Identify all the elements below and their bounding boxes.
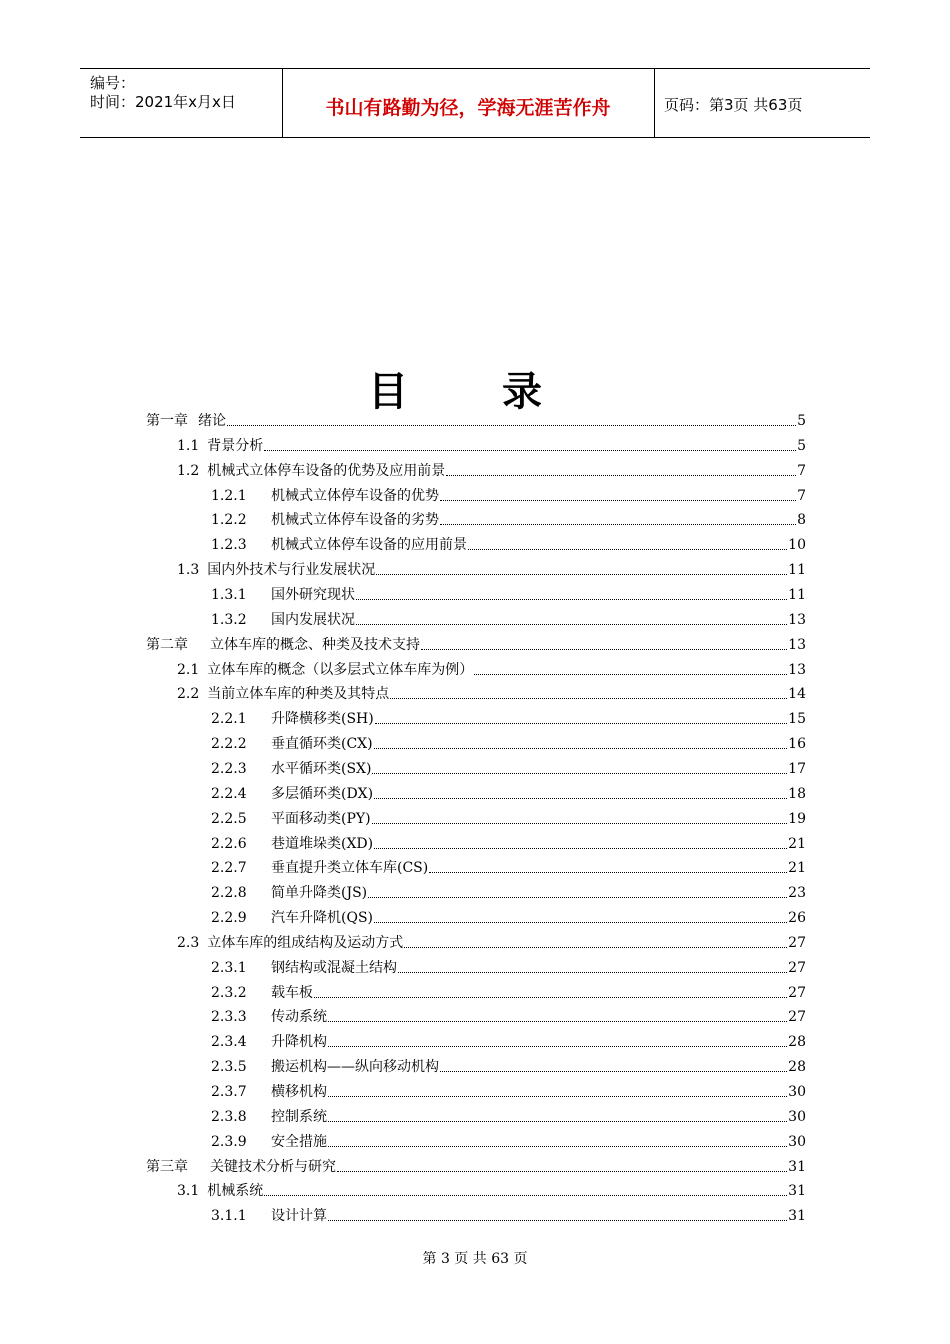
toc-entry-number: 2.3.1 — [211, 959, 247, 976]
toc-entry-page: 31 — [788, 1183, 806, 1200]
toc-entry-label — [146, 412, 226, 430]
toc-entry-label — [211, 1008, 327, 1026]
toc-entry[interactable] — [211, 882, 806, 902]
toc-entry-text: 钢结构或混凝土结构 — [271, 959, 397, 976]
toc-entry-text: 搬运机构——纵向移动机构 — [271, 1059, 439, 1076]
toc-leader-dots — [372, 823, 788, 824]
toc-entry-page: 30 — [788, 1084, 806, 1100]
toc-entry-label — [211, 536, 467, 554]
toc-entry-label — [211, 959, 397, 977]
toc-entry[interactable] — [211, 982, 806, 1002]
toc-entry-label — [211, 835, 373, 853]
toc-entry-page: 7 — [797, 487, 806, 504]
toc-entry-number: 2.3.5 — [211, 1059, 247, 1076]
toc-entry-label — [211, 1133, 327, 1151]
toc-entry-page: 10 — [788, 537, 806, 554]
toc-entry-text: 多层循环类(DX) — [271, 785, 374, 802]
toc-entry-label — [177, 462, 445, 480]
toc-entry-page: 5 — [797, 413, 806, 429]
toc-entry-text: 立体车库的概念、种类及技术支持 — [210, 636, 420, 653]
toc-entry-text: 背景分析 — [207, 437, 264, 454]
toc-entry-text: 垂直提升类立体车库(CS) — [271, 860, 429, 877]
toc-entry-page: 18 — [788, 785, 806, 802]
toc-entry-number: 第三章 — [146, 1158, 188, 1175]
toc-entry[interactable] — [211, 485, 806, 505]
toc-entry[interactable] — [211, 783, 806, 803]
toc-entry-number: 2.3.3 — [211, 1009, 247, 1026]
toc-entry[interactable] — [211, 957, 806, 977]
toc-entry-number: 2.2.1 — [211, 711, 247, 728]
toc-entry[interactable] — [211, 1006, 806, 1026]
toc-entry-text: 机械系统 — [207, 1183, 264, 1200]
date-text: 时间：2021年x月x日 — [90, 93, 236, 111]
toc-entry-page: 31 — [788, 1158, 806, 1175]
toc-entry-page: 15 — [788, 711, 806, 728]
toc-leader-dots — [264, 450, 796, 451]
toc-entry-number: 1.3.1 — [211, 587, 247, 603]
toc-leader-dots — [440, 524, 796, 525]
toc-entry[interactable] — [146, 1156, 806, 1176]
toc-entry-text: 载车板 — [271, 984, 313, 1001]
toc-leader-dots — [398, 972, 787, 973]
toc-entry-label — [211, 1207, 327, 1225]
toc-leader-dots — [328, 1220, 787, 1221]
toc-entry-number: 2.3.4 — [211, 1034, 247, 1051]
toc-entry-text: 国外研究现状 — [271, 587, 355, 603]
toc-entry-page: 13 — [788, 611, 806, 628]
toc-entry-number: 2.2.3 — [211, 760, 247, 777]
toc-leader-dots — [390, 698, 787, 699]
toc-entry-number: 1.3.2 — [211, 611, 247, 628]
toc-entry-page: 31 — [788, 1208, 806, 1225]
toc-entry-text: 立体车库的组成结构及运动方式 — [207, 934, 404, 951]
toc-entry-number: 2.2.9 — [211, 910, 247, 926]
toc-entry[interactable] — [211, 733, 806, 753]
toc-leader-dots — [374, 848, 787, 849]
toc-entry-number: 1.2.1 — [211, 487, 247, 504]
toc-entry-number: 1.1 — [177, 437, 200, 454]
toc-entry-text: 机械式立体停车设备的劣势 — [271, 512, 439, 529]
toc-entry-label — [177, 661, 473, 679]
toc-entry-page: 30 — [788, 1133, 806, 1150]
toc-entry[interactable] — [177, 559, 806, 579]
toc-entry-label — [211, 984, 313, 1002]
toc-entry-label — [146, 1158, 336, 1176]
toc-entry-label — [211, 586, 355, 604]
toc-entry-number: 3.1.1 — [211, 1208, 247, 1225]
toc-entry-text: 简单升降类(JS) — [271, 885, 368, 902]
toc-entry-text: 汽车升降机(QS) — [271, 910, 373, 926]
header-page-cell — [656, 69, 870, 137]
toc-entry[interactable] — [146, 410, 806, 430]
toc-entry[interactable] — [177, 1180, 806, 1200]
toc-entry[interactable] — [211, 609, 806, 629]
toc-entry-page: 28 — [788, 1059, 806, 1076]
toc-entry-page: 14 — [788, 686, 806, 703]
toc-entry-label — [177, 561, 375, 579]
toc-entry-label — [211, 884, 367, 902]
toc-entry-number: 2.3.2 — [211, 984, 247, 1001]
toc-entry[interactable] — [211, 758, 806, 778]
toc-entry-label — [211, 1083, 327, 1101]
toc-entry-label — [211, 1033, 327, 1051]
toc-leader-dots — [474, 674, 787, 675]
toc-entry-label — [211, 511, 439, 529]
toc-entry-number: 2.2.6 — [211, 835, 247, 852]
toc-entry-text: 机械式立体停车设备的应用前景 — [271, 537, 467, 554]
toc-entry-page: 26 — [788, 910, 806, 926]
toc-entry[interactable] — [211, 584, 806, 604]
toc-entry-text: 绪论 — [198, 413, 226, 429]
toc-entry[interactable] — [211, 1031, 806, 1051]
toc-entry-number: 1.2.2 — [211, 512, 247, 529]
toc-entry-text: 机械式立体停车设备的优势 — [271, 487, 439, 504]
toc-entry-label — [211, 611, 355, 629]
toc-entry-label — [146, 636, 420, 654]
toc-entry-text: 国内外技术与行业发展状况 — [207, 562, 376, 579]
toc-leader-dots — [328, 1021, 787, 1022]
toc-entry[interactable] — [146, 634, 806, 654]
toc-leader-dots — [372, 773, 787, 774]
toc-leader-dots — [429, 872, 787, 873]
toc-entry-number: 2.2.7 — [211, 860, 247, 877]
toc-leader-dots — [368, 897, 787, 898]
toc-entry-label — [177, 1182, 263, 1200]
page-footer: 第 3 页 共 63 页 — [422, 1251, 528, 1267]
toc-entry-text: 机械式立体停车设备的优势及应用前景 — [207, 462, 446, 479]
toc-leader-dots — [446, 475, 796, 476]
toc-entry-page: 27 — [788, 959, 806, 976]
toc-leader-dots — [376, 574, 787, 575]
toc-entry-page: 28 — [788, 1034, 806, 1051]
toc-entry-text: 当前立体车库的种类及其特点 — [207, 686, 390, 703]
toc-leader-dots — [440, 500, 796, 501]
toc-leader-dots — [374, 748, 788, 749]
toc-entry[interactable] — [211, 1131, 806, 1151]
toc-entry-page: 11 — [788, 562, 806, 579]
toc-leader-dots — [468, 549, 787, 550]
header-page-number: 页码：第3页 共63页 — [664, 96, 803, 114]
toc-entry-page: 19 — [788, 810, 806, 827]
toc-leader-dots — [421, 649, 787, 650]
toc-entry[interactable] — [211, 1106, 806, 1126]
toc-entry-number: 2.3.9 — [211, 1133, 247, 1150]
toc-entry[interactable] — [211, 534, 806, 554]
toc-entry[interactable] — [211, 708, 806, 728]
toc-entry-number: 2.2.2 — [211, 736, 247, 752]
motto: 书山有路勤为径，学海无涯苦作舟 — [325, 97, 611, 119]
toc-entry-label — [211, 1108, 327, 1126]
toc-entry-number: 1.3 — [177, 562, 200, 579]
toc-entry-number: 2.3.8 — [211, 1108, 247, 1125]
toc-entry[interactable] — [177, 460, 806, 480]
toc-entry-page: 27 — [788, 984, 806, 1001]
toc-entry-number: 2.1 — [177, 661, 200, 678]
toc-entry-page: 5 — [797, 437, 806, 454]
toc-leader-dots — [440, 1071, 787, 1072]
toc-entry-page: 16 — [788, 736, 806, 752]
toc-entry[interactable] — [211, 808, 806, 828]
toc-entry[interactable] — [211, 1056, 806, 1076]
code-label: 编号： — [90, 74, 136, 92]
toc-leader-dots — [328, 1046, 787, 1047]
toc-entry-text: 横移机构 — [271, 1084, 327, 1100]
toc-entry-number: 2.2.8 — [211, 885, 247, 902]
toc-entry-number: 2.2 — [177, 686, 200, 703]
toc-entry-number: 1.2 — [177, 462, 200, 479]
toc-leader-dots — [227, 425, 796, 426]
toc-leader-dots — [356, 624, 787, 625]
toc-entry[interactable] — [177, 932, 806, 952]
toc-entry-text: 安全措施 — [271, 1133, 327, 1150]
toc-entry-text: 国内发展状况 — [271, 611, 355, 628]
toc-leader-dots — [328, 1121, 787, 1122]
toc-leader-dots — [404, 947, 787, 948]
toc-entry-text: 关键技术分析与研究 — [210, 1158, 336, 1175]
toc-entry-page: 7 — [797, 462, 806, 479]
toc-entry-page: 21 — [788, 860, 806, 877]
toc-entry-label — [211, 810, 371, 828]
toc-entry-label — [211, 859, 428, 877]
toc-entry[interactable] — [211, 833, 806, 853]
toc-entry-label — [211, 487, 439, 505]
toc-leader-dots — [374, 798, 787, 799]
toc-leader-dots — [356, 599, 787, 600]
toc-entry-text: 水平循环类(SX) — [271, 760, 372, 777]
toc-entry-number: 1.2.3 — [211, 537, 247, 554]
toc-leader-dots — [264, 1195, 787, 1196]
toc-entry-text: 设计计算 — [271, 1208, 327, 1225]
toc-leader-dots — [375, 723, 787, 724]
toc-entry-number: 3.1 — [177, 1183, 200, 1200]
toc-entry-label — [211, 1058, 439, 1076]
toc-entry[interactable] — [211, 509, 806, 529]
toc-leader-dots — [374, 922, 787, 923]
toc-entry-page: 13 — [788, 636, 806, 653]
page-header — [80, 68, 870, 138]
toc-entry-label — [177, 685, 389, 703]
toc-entry-text: 巷道堆垛类(XD) — [271, 835, 374, 852]
header-motto-cell — [282, 69, 655, 137]
toc-entry-text: 垂直循环类(CX) — [271, 736, 373, 752]
toc-entry-page: 30 — [788, 1108, 806, 1125]
toc-entry[interactable] — [211, 1081, 806, 1101]
toc-entry-label — [211, 710, 374, 728]
toc-entry-page: 13 — [788, 661, 806, 678]
toc-entry-label — [211, 735, 373, 753]
toc-leader-dots — [328, 1096, 787, 1097]
toc-leader-dots — [314, 997, 787, 998]
toc-entry-label — [211, 785, 373, 803]
toc-leader-dots — [337, 1171, 787, 1172]
toc-entry-number: 2.2.5 — [211, 810, 247, 827]
toc-entry-page: 21 — [788, 835, 806, 852]
toc-entry-label — [211, 909, 373, 927]
header-meta-cell — [80, 69, 283, 137]
toc-entry[interactable] — [211, 857, 806, 877]
toc-entry-text: 升降机构 — [271, 1034, 327, 1051]
toc-entry-page: 11 — [788, 587, 806, 603]
toc-entry[interactable] — [177, 683, 806, 703]
toc-entry-page: 27 — [788, 934, 806, 951]
toc-entry-number: 第一章 — [146, 413, 188, 429]
toc-entry-page: 23 — [788, 885, 806, 902]
toc-entry[interactable] — [177, 435, 806, 455]
toc-entry-text: 控制系统 — [271, 1108, 327, 1125]
toc-entry[interactable] — [211, 907, 806, 927]
toc-entry-text: 立体车库的概念（以多层式立体车库为例） — [207, 661, 474, 678]
toc-entry-page: 17 — [788, 760, 806, 777]
toc-entry-text: 传动系统 — [271, 1009, 327, 1026]
toc-entry-number: 第二章 — [146, 636, 188, 653]
toc-entry-number: 2.2.4 — [211, 785, 247, 802]
toc-title: 目 录 — [368, 369, 582, 415]
toc-entry-number: 2.3.7 — [211, 1084, 247, 1100]
toc-leader-dots — [328, 1146, 787, 1147]
toc-entry-label — [177, 437, 263, 455]
toc-entry-text: 升降横移类(SH) — [271, 711, 374, 728]
toc-entry-label — [177, 934, 403, 952]
toc-entry-label — [211, 760, 371, 778]
toc-entry-page: 27 — [788, 1009, 806, 1026]
toc-entry-number: 2.3 — [177, 934, 200, 951]
toc-entry[interactable] — [211, 1205, 806, 1225]
toc-entry[interactable] — [177, 659, 806, 679]
toc-entry-text: 平面移动类(PY) — [271, 810, 371, 827]
toc-entry-page: 8 — [797, 512, 806, 529]
